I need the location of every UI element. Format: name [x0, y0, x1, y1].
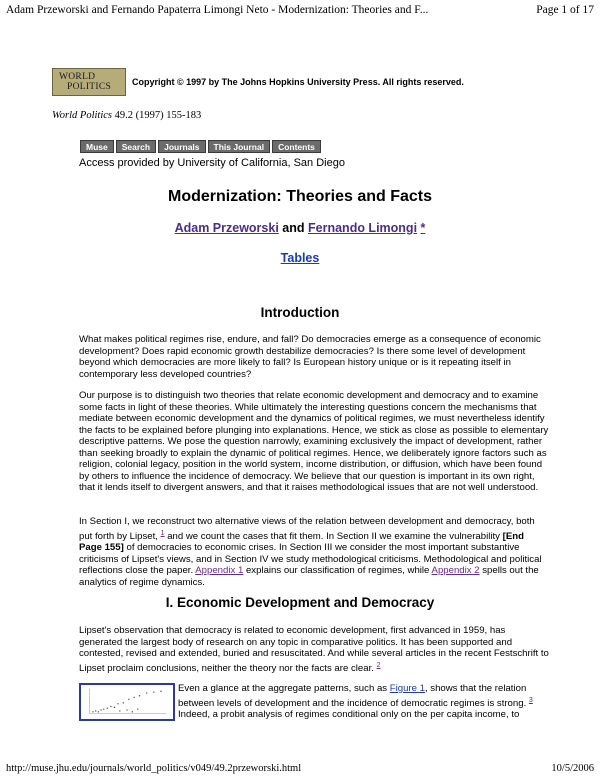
print-header — [6, 4, 594, 20]
muse-navbar — [80, 140, 321, 153]
author-link-limongi[interactable]: Fernando Limongi — [308, 221, 418, 235]
figure-1-link[interactable]: Figure 1 — [389, 683, 425, 694]
citation-details: 49.2 (1997) 155-183 — [114, 110, 202, 121]
footnote-2-link[interactable]: 2 — [376, 661, 381, 669]
citation-journal: World Politics — [52, 110, 112, 121]
appendix-2-link[interactable]: Appendix 2 — [431, 565, 480, 577]
footnote-3-link[interactable]: 3 — [528, 696, 533, 704]
copyright-notice: Copyright © 1997 by The Johns Hopkins University Press. All rights reserved. — [132, 77, 464, 87]
tables-link[interactable]: Tables — [280, 251, 320, 265]
print-footer-date: 10/5/2006 — [551, 763, 594, 774]
nav-search-button[interactable]: Search — [116, 140, 156, 153]
print-footer — [6, 763, 594, 775]
print-header-page: Page 1 of 17 — [536, 4, 594, 16]
intro-paragraph-1: What makes political regimes rise, endure, and fall? Do democracies emerge as a consequence of economic development? Does rapid economic growth destabilize democracies? Is there some level of development beyond which democracies are more likely to fall? Is European history unique or is it repeating itself in contemporary less developed countries? — [79, 334, 541, 380]
figure-1-thumbnail[interactable] — [79, 683, 175, 721]
article-title: Modernization: Theories and Facts — [167, 188, 433, 205]
nav-this-journal-button[interactable]: This Journal — [208, 140, 271, 153]
nav-contents-button[interactable]: Contents — [272, 140, 321, 153]
section-1-paragraph-2: Even a glance at the aggregate patterns, such as Figure 1, shows that the relation between levels of development and the incidence of democratic regimes is strong. $^3$ Indeed, a probit analysis of regimes conditional only on the per capita income, to — [178, 683, 533, 721]
intro-paragraph-2: Our purpose is to distinguish two theories that relate economic development and democracy and to examine some facts in light of these theories. While ultimately the interesting questions concern the mechanisms that mediate between economic development and the dynamics of political regimes, we must nevertheless identify the facts to be explained before plunging into explanations. Hence, we stick as close as possible to elementary descriptive patterns. We pose the question narrowly, examining exclusively the impact of development, rather than seeking broadly to explain the dynamic of political regimes. Hence, we deliberately ignore factors such as religion, colonial legacy, position in the world system, income distribution, or diffusion, which have been found by others to influence the incidence of democracy. We believe that our question is important in its own right, that it lends itself to divergent answers, and that it raises methodological issues that are not well understood. — [79, 390, 549, 493]
scatter-thumbnail-graphic — [81, 685, 173, 719]
article-authors — [0, 221, 600, 235]
authors-conjunction: and — [282, 221, 305, 235]
intro-paragraph-3: In Section I, we reconstruct two alternative views of the relation between development and democracy, both put forth by Lipset, $^1$ and we count the cases that fit them. In Section II we examine the vulnerability [End Page 155] of democracies to economic crises. In Section III we consider the most important substantive criticisms of Lipset's views, and in Section IV we study methodological criticisms. Methodological and political reflections close the paper. Appendix 1 explains our classification of regimes, while Appendix 2 spells out the analytics of regime dynamics. — [79, 516, 542, 588]
access-notice: Access provided by University of California, San Diego — [79, 157, 345, 169]
introduction-heading: Introduction — [260, 305, 340, 320]
author-link-przeworski[interactable]: Adam Przeworski — [174, 221, 279, 235]
nav-journals-button[interactable]: Journals — [158, 140, 205, 153]
section-1-paragraph-1: Lipset's observation that democracy is related to economic development, first advanced in 1959, has generated the largest body of research on any topic in comparative politics. It has been supported and contested, revised and extended, buried and resuscitated. And while several articles in the recent Festschrift to Lipset proclaim conclusions, neither the theory nor the facts are clear. $^2$ — [79, 625, 549, 674]
author-footnote-link[interactable]: * — [420, 221, 426, 235]
footnote-1-link[interactable]: 1 — [160, 529, 165, 537]
citation — [52, 110, 201, 121]
tables-link-row — [0, 251, 600, 265]
world-politics-logo[interactable]: WORLD POLITICS — [52, 68, 126, 96]
journal-banner — [52, 68, 464, 96]
section-1-heading: I. Economic Development and Democracy — [165, 595, 435, 610]
appendix-1-link[interactable]: Appendix 1 — [195, 565, 244, 577]
page-marker: [End Page 155] — [79, 530, 524, 554]
print-footer-url: http://muse.jhu.edu/journals/world_politics/v049/49.2przeworski.html — [6, 763, 302, 774]
print-header-title: Adam Przeworski and Fernando Papaterra Limongi Neto - Modernization: Theories and F... — [6, 4, 429, 16]
nav-muse-button[interactable]: Muse — [80, 140, 114, 153]
